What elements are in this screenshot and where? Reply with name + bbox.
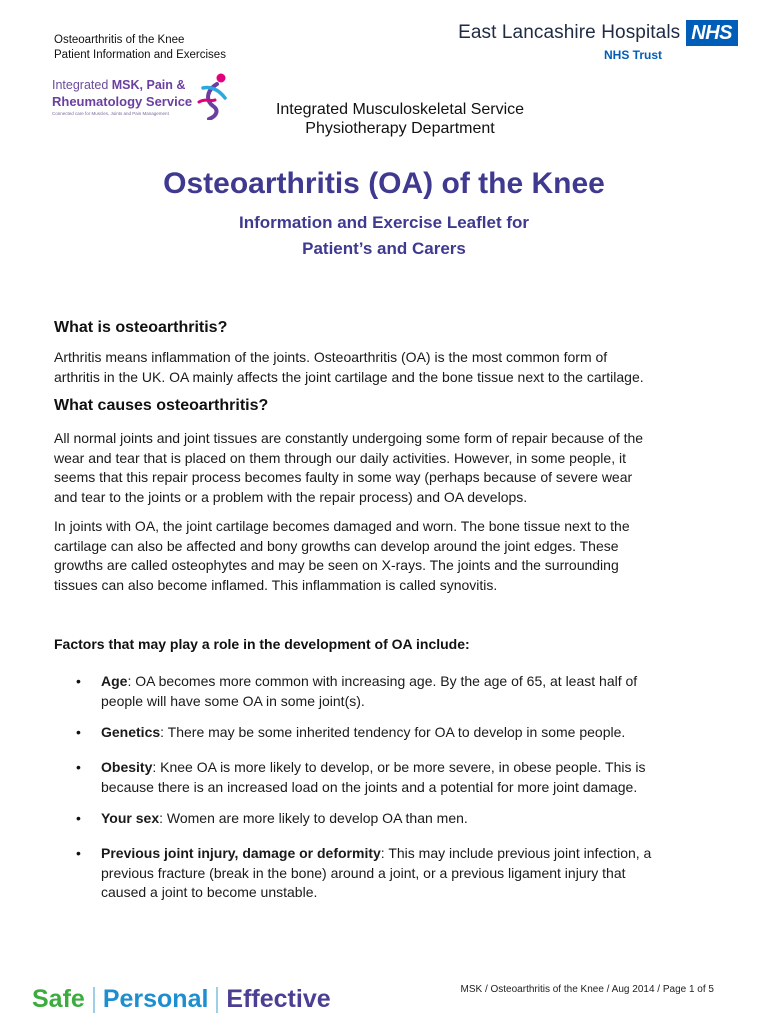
item-term: Age [101, 673, 128, 689]
page-subtitle [0, 210, 768, 262]
text-line: : Knee OA is more likely to develop, or be more severe, in obese people. This is [152, 759, 646, 775]
text-line: : OA becomes more common with increasing age. By the age of 65, at least half of [127, 673, 638, 689]
nhs-badge: NHS [686, 20, 738, 46]
trust-logo [458, 20, 738, 62]
brand-safe: Safe [32, 985, 85, 1013]
bullet: • [76, 673, 81, 689]
bullet: • [76, 810, 81, 826]
item-term: Your sex [101, 810, 160, 826]
item-term: Obesity [101, 759, 153, 775]
item-term: Genetics [101, 724, 161, 740]
list-item [101, 758, 731, 797]
trust-subtitle: NHS Trust [603, 48, 662, 62]
heading-what-is: What is osteoarthritis? [54, 319, 228, 336]
text-line: : Women are more likely to develop OA than men. [159, 810, 468, 826]
list-item [101, 844, 731, 903]
bullet: • [76, 724, 81, 740]
text-line: : There may be some inherited tendency for OA to develop in some people. [160, 724, 626, 740]
brand-personal: Personal [102, 985, 209, 1013]
para-causes-2 [54, 517, 724, 595]
subtitle-line2: Patient’s and Carers [302, 239, 466, 258]
text-line: tissues can also become inflamed. This inflammation is called synovitis. [54, 576, 498, 593]
bullet: • [76, 759, 81, 775]
text-line: seems that this repair process becomes faulty in some way (perhaps because of severe wear [54, 469, 633, 486]
text-line: and tear to the joints or a problem with the repair process) and OA develops. [54, 488, 528, 505]
text-line: growths are called osteophytes and may be seen on X-rays. The joints and the surrounding [54, 557, 619, 574]
list-item [101, 723, 731, 743]
department-block [230, 100, 570, 138]
msk-service-logo [52, 74, 227, 126]
list-item [101, 672, 731, 711]
subtitle-line1: Information and Exercise Leaflet for [238, 213, 529, 232]
department-line2: Physiotherapy Department [305, 120, 495, 137]
text-line: people will have some OA in some joint(s). [101, 692, 365, 709]
factors-lead: Factors that may play a role in the development of OA include: [54, 636, 470, 652]
list-item [101, 809, 731, 829]
text-line: arthritis in the UK. OA mainly affects the joint cartilage and the bone tissue next to the cartilage. [54, 368, 644, 385]
msk-logo-tagline: Connected care for Muscles, Joints and Pain Management [52, 111, 169, 116]
document-header [54, 33, 226, 63]
text-line: wear and tear that is placed on them through our daily activities. However, in some people, it [54, 449, 626, 466]
text-line: because there is an increased load on the joints and a potential for more joint damage. [101, 778, 638, 795]
item-term: Previous joint injury, damage or deformity [101, 845, 381, 861]
doc-subtitle: Patient Information and Exercises [54, 49, 226, 61]
footer-note: MSK / Osteoarthritis of the Knee / Aug 2014 / Page 1 of 5 [460, 984, 714, 995]
text-line: cartilage can also be affected and bony growths can develop around the joint edges. These [54, 537, 619, 554]
brand-divider [93, 987, 95, 1013]
bullet: • [76, 845, 81, 861]
heading-causes: What causes osteoarthritis? [54, 397, 269, 414]
msk-logo-line1a: Integrated [52, 78, 112, 92]
text-line: All normal joints and joint tissues are constantly undergoing some form of repair because of the [54, 430, 644, 446]
brand-divider [216, 987, 218, 1013]
msk-logo-line2: Rheumatology Service [52, 94, 193, 109]
para-what-is [54, 348, 724, 387]
text-line: In joints with OA, the joint cartilage becomes damaged and worn. The bone tissue next to the [54, 518, 630, 534]
doc-title: Osteoarthritis of the Knee [54, 34, 185, 46]
footer-brand [32, 985, 331, 1014]
para-causes-1 [54, 429, 724, 507]
text-line: caused a joint to become unstable. [101, 884, 318, 901]
department-line1: Integrated Musculoskeletal Service [275, 101, 525, 118]
msk-logo-line1b: MSK, Pain & [111, 78, 186, 92]
brand-effective: Effective [226, 985, 331, 1013]
page-title: Osteoarthritis (OA) of the Knee [163, 167, 605, 200]
text-line: previous fracture (break in the bone) around a joint, or a previous ligament injury that [101, 864, 626, 881]
text-line: : This may include previous joint infection, a [380, 845, 652, 861]
trust-name: East Lancashire Hospitals [458, 22, 681, 43]
person-figure-icon [195, 72, 229, 120]
text-line: Arthritis means inflammation of the joints. Osteoarthritis (OA) is the most common form of [54, 349, 608, 365]
